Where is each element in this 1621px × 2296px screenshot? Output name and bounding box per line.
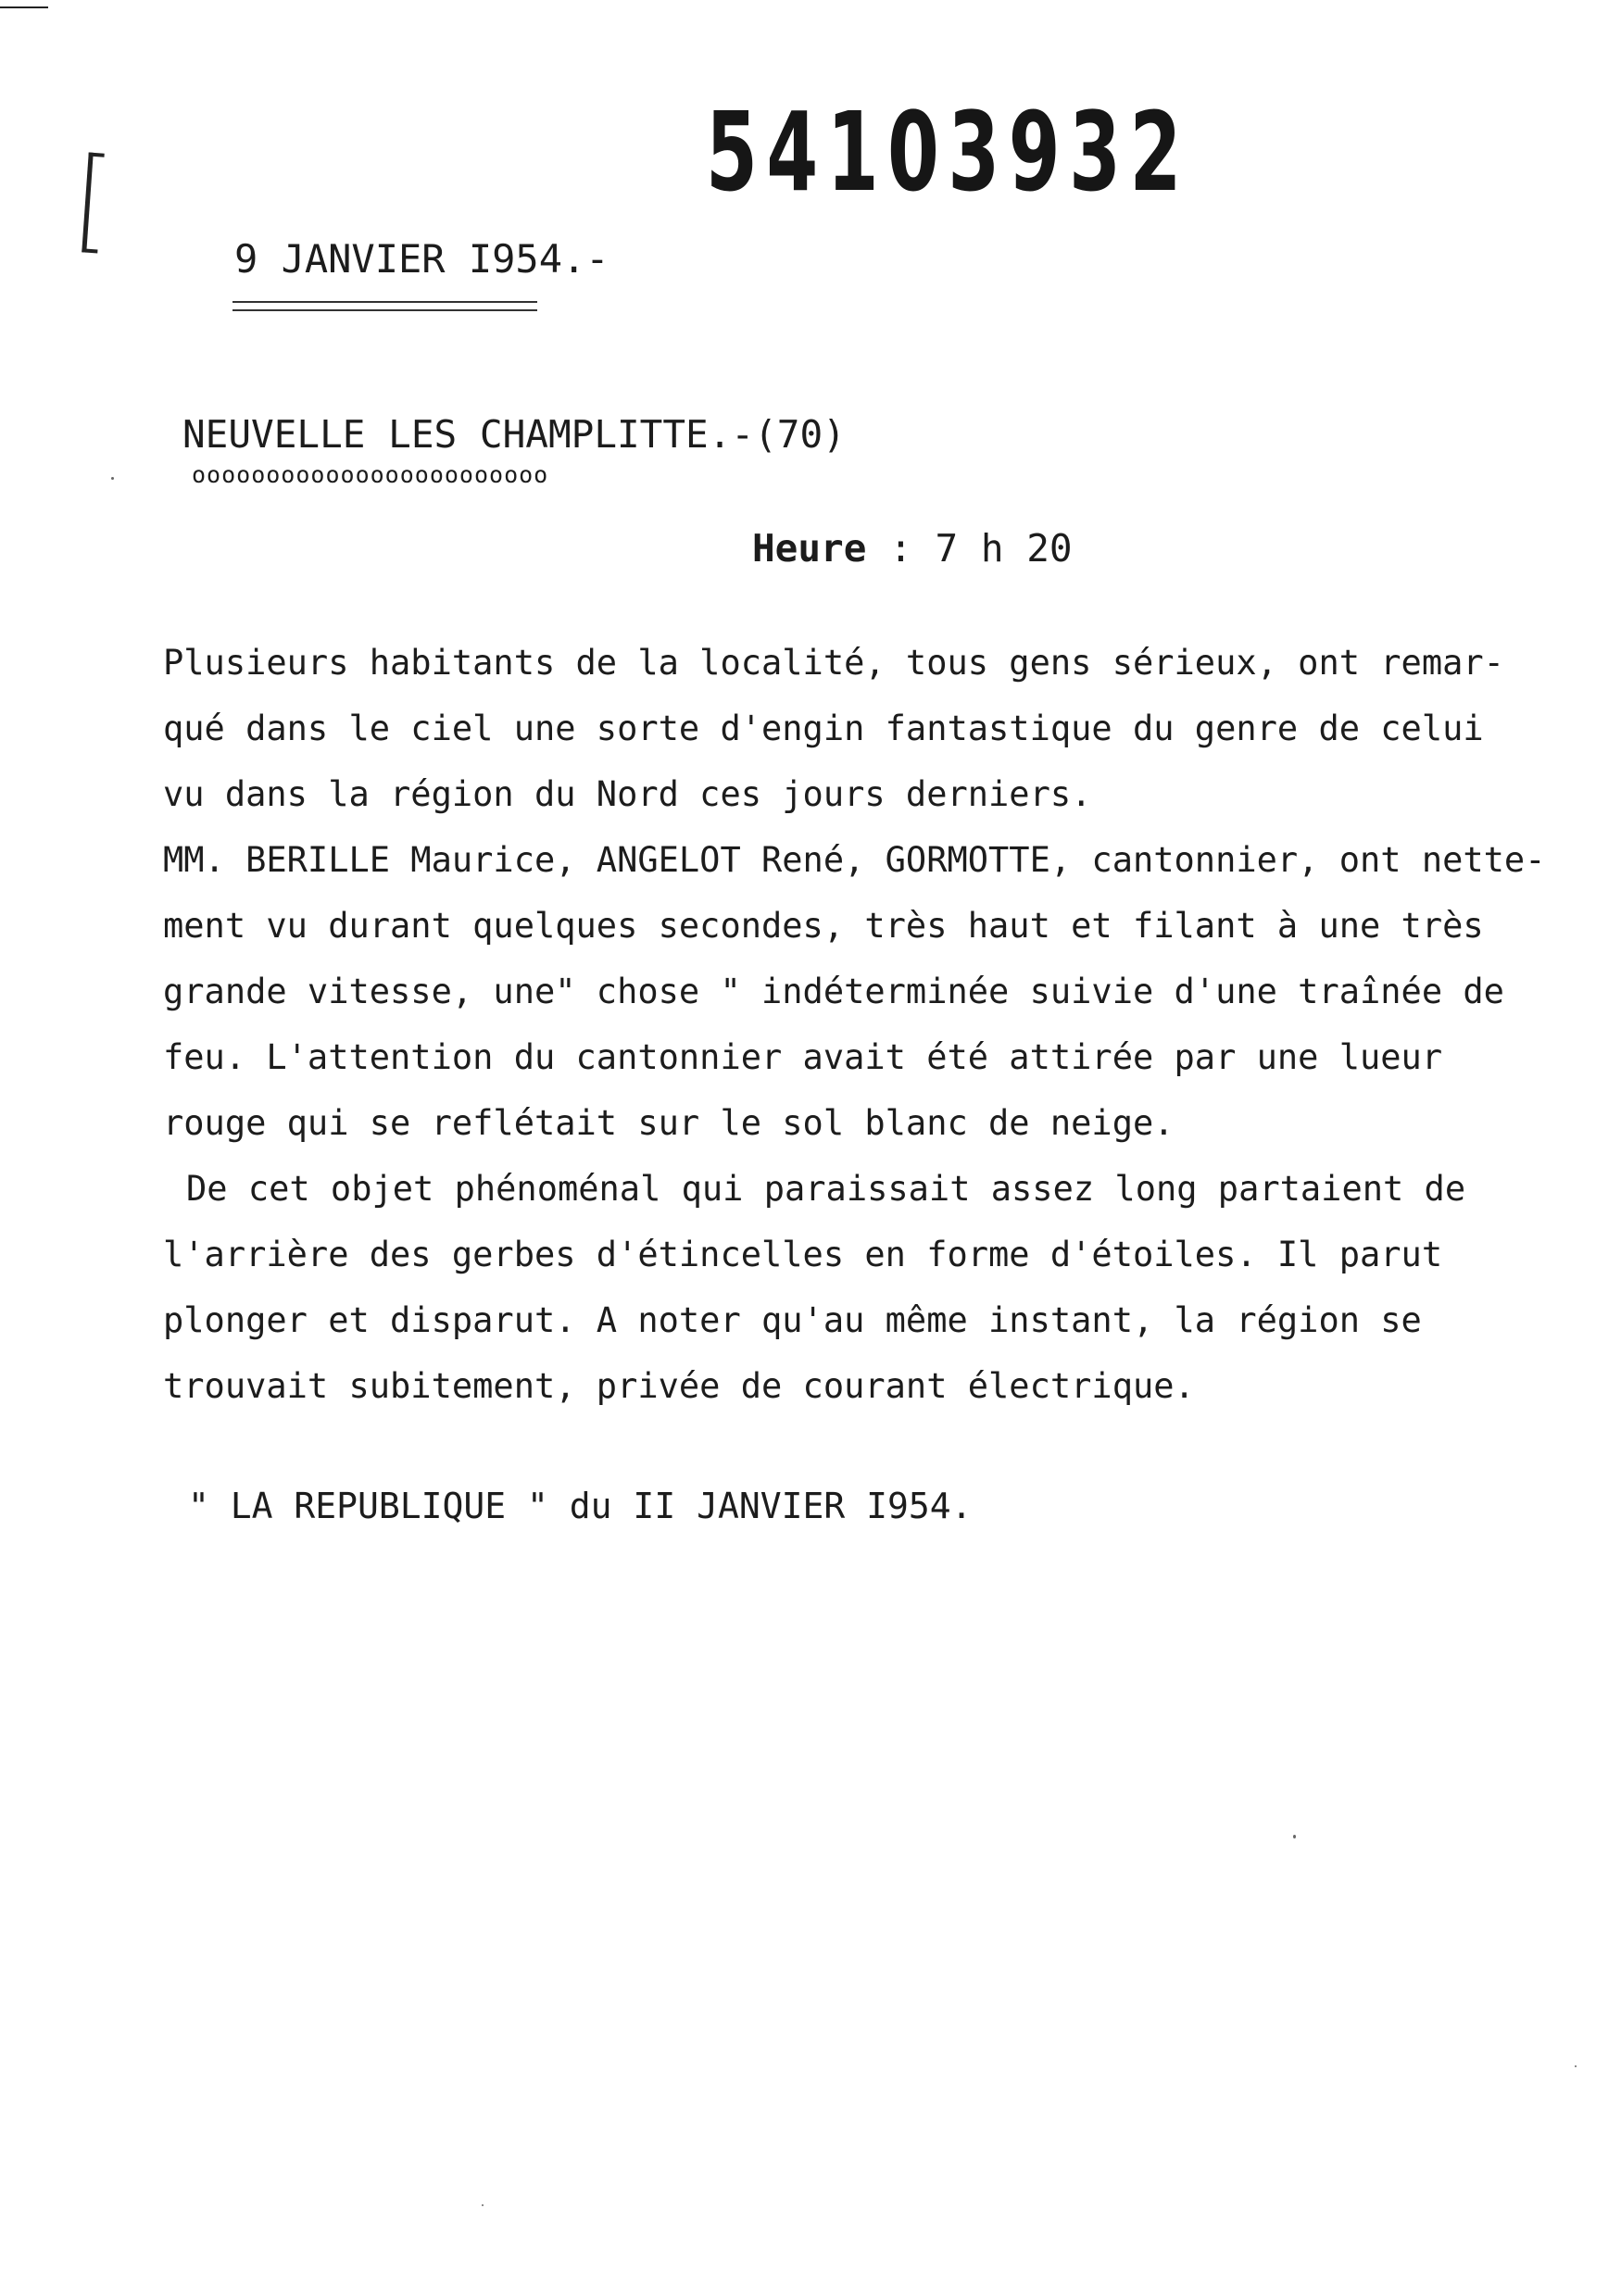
- heading-dotted-underline: oooooooooooooooooooooooo: [192, 461, 549, 488]
- body-line: grande vitesse, une" chose " indéterminée suivie d'une traînée de: [163, 972, 1504, 1011]
- scan-speck: [482, 2204, 484, 2206]
- body-line: Plusieurs habitants de la localité, tous gens sérieux, ont remar-: [163, 643, 1504, 683]
- hour-line: [752, 526, 1073, 571]
- body-line: qué dans le ciel une sorte d'engin fantastique du genre de celui: [163, 709, 1484, 748]
- body-line: vu dans la région du Nord ces jours derniers.: [163, 774, 1092, 814]
- corner-mark: [0, 6, 48, 8]
- body-line: De cet objet phénoménal qui paraissait assez long partaient de: [186, 1169, 1466, 1209]
- hour-separator: :: [889, 526, 912, 571]
- body-line: trouvait subitement, privée de courant électrique.: [163, 1366, 1195, 1406]
- body-line: l'arrière des gerbes d'étincelles en forme d'étoiles. Il parut: [163, 1235, 1443, 1274]
- report-body: [163, 630, 1608, 1419]
- body-line: feu. L'attention du cantonnier avait été attirée par une lueur: [163, 1037, 1443, 1077]
- body-line: ment vu durant quelques secondes, très haut et filant à une très: [163, 906, 1484, 946]
- document-date: 9 JANVIER I954.-: [234, 236, 609, 282]
- reference-number: 54103932: [706, 88, 1190, 216]
- newspaper-source: " LA REPUBLIQUE " du II JANVIER I954.: [188, 1486, 973, 1526]
- scan-speck: [111, 477, 114, 480]
- scan-speck: [1575, 2065, 1577, 2067]
- location-heading: NEUVELLE LES CHAMPLITTE.-(70): [182, 412, 846, 457]
- date-underline: [232, 301, 537, 303]
- body-line: MM. BERILLE Maurice, ANGELOT René, GORMOTTE, cantonnier, ont nette-: [163, 840, 1546, 880]
- body-line: rouge qui se reflétait sur le sol blanc de neige.: [163, 1103, 1175, 1143]
- date-underline-second: [232, 309, 537, 311]
- margin-bracket-mark: [82, 153, 104, 254]
- body-line: plonger et disparut. A noter qu'au même instant, la région se: [163, 1300, 1422, 1340]
- hour-value: 7 h 20: [935, 526, 1073, 571]
- scan-speck: [1293, 1835, 1296, 1838]
- hour-label: Heure: [752, 526, 867, 571]
